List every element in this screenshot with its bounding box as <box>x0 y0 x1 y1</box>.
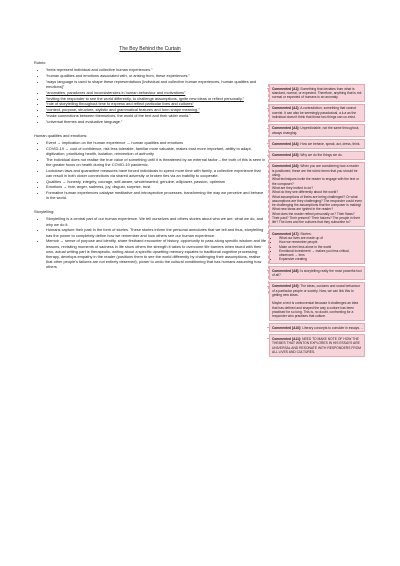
comment-bullet-list <box>272 236 362 262</box>
comment-card[interactable] <box>269 266 365 280</box>
list-item: • “ways language is used to shape these representations [individual and collective human experiences, human qualities and emotions]” <box>46 79 266 89</box>
list-item: • Make us feel less alone in the world <box>279 245 362 249</box>
list-item: • The individual does not realise the true value of something until it is threatened by an external factor – the truth of this is seen in the greater focus on health during the COVID-19 pandemic. <box>46 157 266 167</box>
list-item: • Qualities → honesty, integrity, courage, self-aware, wholehearted, genuine, willpower, passion, optimism <box>46 179 266 184</box>
list-item: • Storytelling is a central part of our human experience. We tell ourselves and others stories about who we are, what we do, and why we do it. <box>46 216 266 226</box>
list-item: • “make connections between themselves, the world of the text and their wider world.” <box>46 113 266 118</box>
list-item: • How we remember people <box>279 240 362 244</box>
comments-pane <box>269 84 365 359</box>
comment-label: Commented [A7]: <box>272 231 300 236</box>
comment-anchor-marker <box>267 128 270 129</box>
list-item: • Emotional investment → makes you less critical, observant → lens <box>279 249 362 258</box>
comment-anchor-marker <box>267 88 270 89</box>
comment-text: The ideas, customs and social behaviour of a particular people or society. Now, we can link this to getting new ideas. Maybe a text is controversial because it challenges an idea that has defined and shaped the way a culture has been practised for so long. This is, no doubt, confronting for a responder who practises that culture. <box>272 284 361 319</box>
comment-label: Commented [A5]: <box>272 153 300 158</box>
list-item: • “texts represent individual and collective human experiences.” <box>46 67 266 72</box>
list-item: • Humans capture their past in the form of stories. These stories inform the personal anecdotes that we tell and thus, storytelling has the power to completely define how we remember and how others see our human experience. <box>46 227 266 237</box>
comment-card[interactable] <box>269 104 365 122</box>
list-item: • Formative human experiences catalyse meditative and introspective processes, transforming the way we perceive and behave in the world. <box>46 190 266 200</box>
comment-text: Why we do the things we do. <box>300 153 343 158</box>
comment-anchor-marker <box>267 270 270 271</box>
comment-text: A contradiction, something that cannot coexist. It can also be seemingly paradoxical, a.k.a as the individual doesn't think that those two things can co-exist. <box>272 106 357 119</box>
document-title: The Boy Behind the Curtain <box>119 46 181 52</box>
list-item: • “universal themes and evaluative language.” <box>46 119 266 124</box>
comment-text: Literary concepts to consider in essays. <box>302 325 360 330</box>
comment-anchor-marker <box>267 286 270 287</box>
comment-label: Commented [A8]: <box>272 268 300 273</box>
comment-label: Commented [A1]: <box>272 86 300 91</box>
document-body <box>34 58 266 270</box>
rubric-list <box>34 67 266 124</box>
resize-handle-icon[interactable]: ⌐ <box>361 326 363 331</box>
list-item: • Expansive creating <box>279 257 362 261</box>
list-item: • “anomalies, paradoxes and inconsistencies in human behaviour and motivations” <box>46 90 266 95</box>
comment-label: Commented [A9]: <box>272 284 300 289</box>
list-item: • Memoir → sense of purpose and identity, share firsthand encounter of history, opportunity to pass along specific wisdom and life lessons, revisiting moments of sadness in life show others the strength it takes to overcome life barriers when faced with their own, actual writing part is therapeutic, writing about a specific upsetting memory equates to traditional cognitive processing therapy, develops empathy in the reader (positions them to see the world differently by challenging their assumptions, realise that other people's failures are not entirely deserved), power to undo the cultural conditioning that has humans assuming how others <box>46 238 266 269</box>
comment-text: When you are considering how a reader is positioned, these are the rubric terms that you should be using. What techniques invite the reader to engage with the text or the composer? What are they invited to do? What do they see differently about the world? What assumptions of theirs are being challenged? Or what assumptions are they challenging? The responder could even be challenging the assumptions that the composer is making! What new ideas are ignited in the reader? What does the reader reflect personally on? Their flaws? Their past? Their present? Their futures? The people in their life? The lives and the cultures that they subscribe to? <box>272 164 362 225</box>
comment-anchor-marker <box>267 327 270 328</box>
comment-label: Commented [A11]: <box>272 336 302 341</box>
comment-card[interactable] <box>269 162 365 227</box>
comment-anchor-marker <box>267 143 270 144</box>
rubric-heading: Rubric: <box>34 60 47 65</box>
list-item: • “context, purpose, structure, stylistic and grammatical features and form shape meaning.” <box>46 107 266 112</box>
comment-text: How we behave, speak, act, dress, think. <box>300 141 361 146</box>
comment-text: Stories: <box>300 231 312 236</box>
list-item: • “role of storytelling throughout time to express and reflect particular lives and cultures” <box>46 101 266 106</box>
comment-text: Is storytelling really the most powerful tool of all? <box>272 268 362 277</box>
comment-label: Commented [A2]: <box>272 106 300 111</box>
comment-card[interactable] <box>269 282 365 321</box>
comment-label: Commented [A10]: <box>272 325 302 330</box>
comment-card[interactable] <box>269 124 365 138</box>
comment-card[interactable] <box>269 84 365 102</box>
list-item: • COVID-19 → cost of confidence, risk less tolerable, familiar more valuable, makes trust more important, ability to adapt, digitization, prioritizing health, isolation, reinvention of authority <box>46 146 266 156</box>
comment-anchor-marker <box>267 166 270 167</box>
human-qualities-list <box>34 140 266 201</box>
human-qualities-heading: Human qualities and emotions: <box>34 132 88 138</box>
comment-card[interactable] <box>269 334 365 356</box>
comment-card[interactable] <box>269 229 365 264</box>
comment-anchor-marker <box>267 338 270 339</box>
comment-text: Something that deviates from what is standard, normal, or expected. Therefore, anything that is not normal or expected of humans is an anomaly. <box>272 86 362 100</box>
list-item: • Event → implication on the human experience → human qualities and emotions <box>46 140 266 145</box>
comment-anchor-marker <box>267 155 270 156</box>
comment-label: Commented [A4]: <box>272 141 300 146</box>
comment-card[interactable] <box>269 151 365 160</box>
storytelling-list <box>34 216 266 269</box>
storytelling-heading: Storytelling: <box>34 209 55 215</box>
comment-text: Unpredictable, not the same throughout, always changing. <box>272 126 360 135</box>
list-item: • Lockdown laws and quarantine measures have forced individuals to spend more time with family, a collective experience that can result in both closer connections via shared adversity or broken ties via an inability to cooperate. <box>46 168 266 178</box>
comment-anchor-marker <box>267 108 270 109</box>
list-item: • “human qualities and emotions associated with, or arising from, these experiences.” <box>46 73 266 78</box>
list-item: • “inviting the responder to see the world differently, to challenge assumptions, ignite new ideas or reflect personally.” <box>46 96 266 101</box>
comment-text: NEED TO MAKE NOTE OF HOW THE THEMES THAT WINTON EXPLORES IN HIS ESSAYS ARE UNIVERSAL AND RESONATE WITH RESPONDERS FROM ALL LIVES AND CULTURES. <box>272 336 362 354</box>
comment-anchor-marker <box>267 233 270 234</box>
list-item: • Emotions → fear, anger, sadness, joy, disgust, surprise, trust <box>46 184 266 189</box>
comment-label: Commented [A3]: <box>272 126 300 131</box>
comment-label: Commented [A6]: <box>272 164 300 169</box>
comment-card[interactable] <box>269 323 365 332</box>
comment-card[interactable] <box>269 139 365 148</box>
list-item: • What our lives are made up of <box>279 236 362 240</box>
